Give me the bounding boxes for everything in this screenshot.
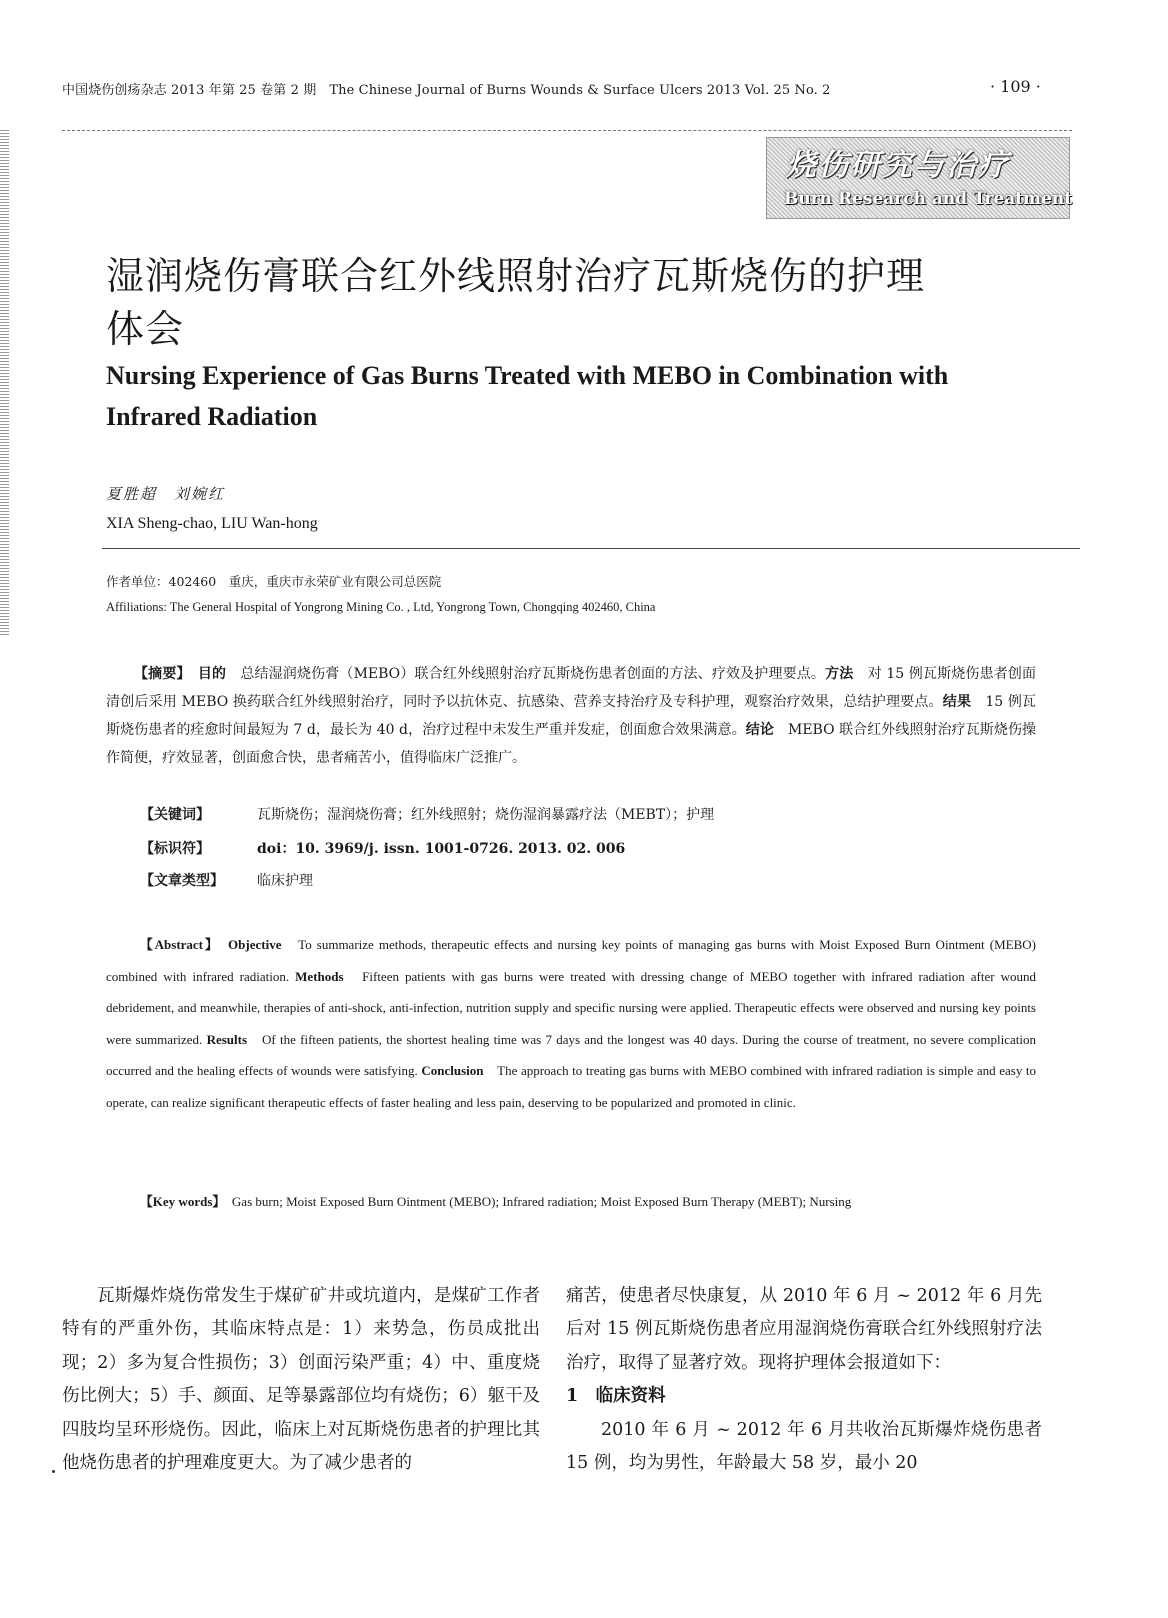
affiliation-en: Affiliations: The General Hospital of Yongrong Mining Co. , Ltd, Yongrong Town, Chongqing 402460, China: [106, 600, 656, 614]
results-cn: 15 例瓦斯烧伤患者的痊愈时间最短为 7 d，最长为 40 d，治疗过程中未发生严重并发症，创面愈合效果满意。: [106, 694, 1037, 738]
results-en: Of the fifteen patients, the shortest healing time was 7 days and the longest was 40 days. During the course of treatment, no severe complication occurred and the healing effects of wounds were satisfying.: [106, 1031, 1036, 1079]
scan-speck: [52, 1470, 55, 1473]
results-cn-label: 结果: [942, 694, 972, 710]
body-right-paragraph-2: 2010 年 6 月 ~ 2012 年 6 月共收治瓦斯爆炸烧伤患者 15 例，均为男性，年龄最大 58 岁，最小 20: [566, 1419, 1042, 1474]
authors-en: XIA Sheng-chao, LIU Wan-hong: [106, 515, 318, 532]
abstract-en: [106, 929, 1036, 1119]
authors-cn: 夏胜超 刘婉红: [106, 485, 226, 503]
methods-cn: 对 15 例瓦斯烧伤患者创面清创后采用 MEBO 换药联合红外线照射治疗，同时予以抗休克、抗感染、营养支持治疗及专科护理，观察治疗效果，总结护理要点。: [106, 666, 1037, 710]
methods-cn-label: 方法: [825, 666, 854, 682]
article-type-label: 【文章类型】: [140, 873, 224, 889]
keywords-en-label: 【Key words】: [139, 1194, 219, 1209]
section-heading-clinical-data: 1 临床资料: [566, 1386, 666, 1407]
section-title-cn: 烧伤研究与治疗: [786, 148, 1010, 183]
affiliation-cn: 作者单位：402460 重庆，重庆市永荣矿业有限公司总医院: [106, 574, 442, 589]
abstract-cn-label: 【摘要】: [134, 666, 184, 682]
keywords-en-row: [106, 1186, 1036, 1218]
objective-cn: 总结湿润烧伤膏（MEBO）联合红外线照射治疗瓦斯烧伤患者创面的方法、疗效及护理要点。: [240, 666, 826, 682]
page-number: · 109 ·: [990, 77, 1041, 96]
article-type-row: [140, 870, 313, 890]
conclusion-en-label: Conclusion: [421, 1063, 484, 1079]
conclusion-cn-label: 结论: [745, 722, 774, 738]
doi-value: doi：10. 3969/j. issn. 1001-0726. 2013. 02. 006: [257, 841, 626, 857]
abstract-cn: [106, 660, 1036, 772]
abstract-en-label: 【Abstract】: [139, 937, 214, 952]
conclusion-en: The approach to treating gas burns with MEBO combined with infrared radiation is simple and easy to operate, can realize significant therapeutic effects of faster healing and less pain, deserving to be popularized and promoted in clinic.: [106, 1063, 1037, 1110]
objective-en-label: Objective: [228, 937, 282, 952]
body-right-column: [566, 1280, 1042, 1480]
article-title-en: Nursing Experience of Gas Burns Treated with MEBO in Combination with Infrared Radiation: [106, 361, 949, 431]
methods-en-label: Methods: [295, 968, 344, 984]
scan-edge-pattern: [0, 130, 9, 635]
objective-cn-label: 目的: [197, 666, 227, 682]
article-type: 临床护理: [257, 873, 313, 889]
methods-en: Fifteen patients with gas burns were treated with dressing change of MEBO together with infrared radiation after wound debridement, and meanwhile, therapies of anti-shock, anti-infection, nutrition supply and specific nursing were applied. Therapeutic effects were observed and nursing key points were summarized.: [106, 968, 1036, 1047]
keywords-cn-row: [140, 804, 714, 824]
article-title-cn: 湿润烧伤膏联合红外线照射治疗瓦斯烧伤的护理体会: [106, 254, 926, 351]
doi-row: [140, 838, 625, 858]
results-en-label: Results: [206, 1031, 248, 1047]
objective-en: To summarize methods, therapeutic effects and nursing key points of managing gas burns with Moist Exposed Burn Ointment (MEBO) combined with infrared radiation.: [106, 937, 1036, 984]
doi-label: 【标识符】: [140, 841, 210, 857]
header-rule: [62, 130, 1072, 131]
author-rule: [102, 548, 1080, 549]
section-title-en: Burn Research and Treatment: [784, 189, 1073, 209]
keywords-cn-label: 【关键词】: [140, 807, 210, 823]
body-left-column: 瓦斯爆炸烧伤常发生于煤矿矿井或坑道内，是煤矿工作者特有的严重外伤，其临床特点是：1）来势急，伤员成批出现；2）多为复合性损伤；3）创面污染严重；4）中、重度烧伤比例大；5）手、颜面、足等暴露部位均有烧伤；6）躯干及四肢均呈环形烧伤。因此，临床上对瓦斯烧伤患者的护理比其他烧伤患者的护理难度更大。为了减少患者的: [62, 1286, 540, 1474]
conclusion-cn: MEBO 联合红外线照射治疗瓦斯烧伤操作简便，疗效显著，创面愈合快，患者痛苦小，值得临床广泛推广。: [106, 722, 1037, 766]
keywords-cn: 瓦斯烧伤；湿润烧伤膏；红外线照射；烧伤湿润暴露疗法（MEBT）；护理: [257, 807, 715, 823]
body-right-paragraph: 痛苦，使患者尽快康复，从 2010 年 6 月 ~ 2012 年 6 月先后对 15 例瓦斯烧伤患者应用湿润烧伤膏联合红外线照射疗法治疗，取得了显著疗效。现将护理体会报道如下：: [566, 1286, 1042, 1373]
keywords-en: Gas burn; Moist Exposed Burn Ointment (MEBO); Infrared radiation; Moist Exposed Burn Therapy (MEBT); Nursing: [231, 1194, 852, 1209]
running-head: 中国烧伤创疡杂志 2013 年第 25 卷第 2 期 The Chinese Journal of Burns Wounds & Surface Ulcers 2013 Vol. 25 No. 2: [62, 83, 831, 98]
